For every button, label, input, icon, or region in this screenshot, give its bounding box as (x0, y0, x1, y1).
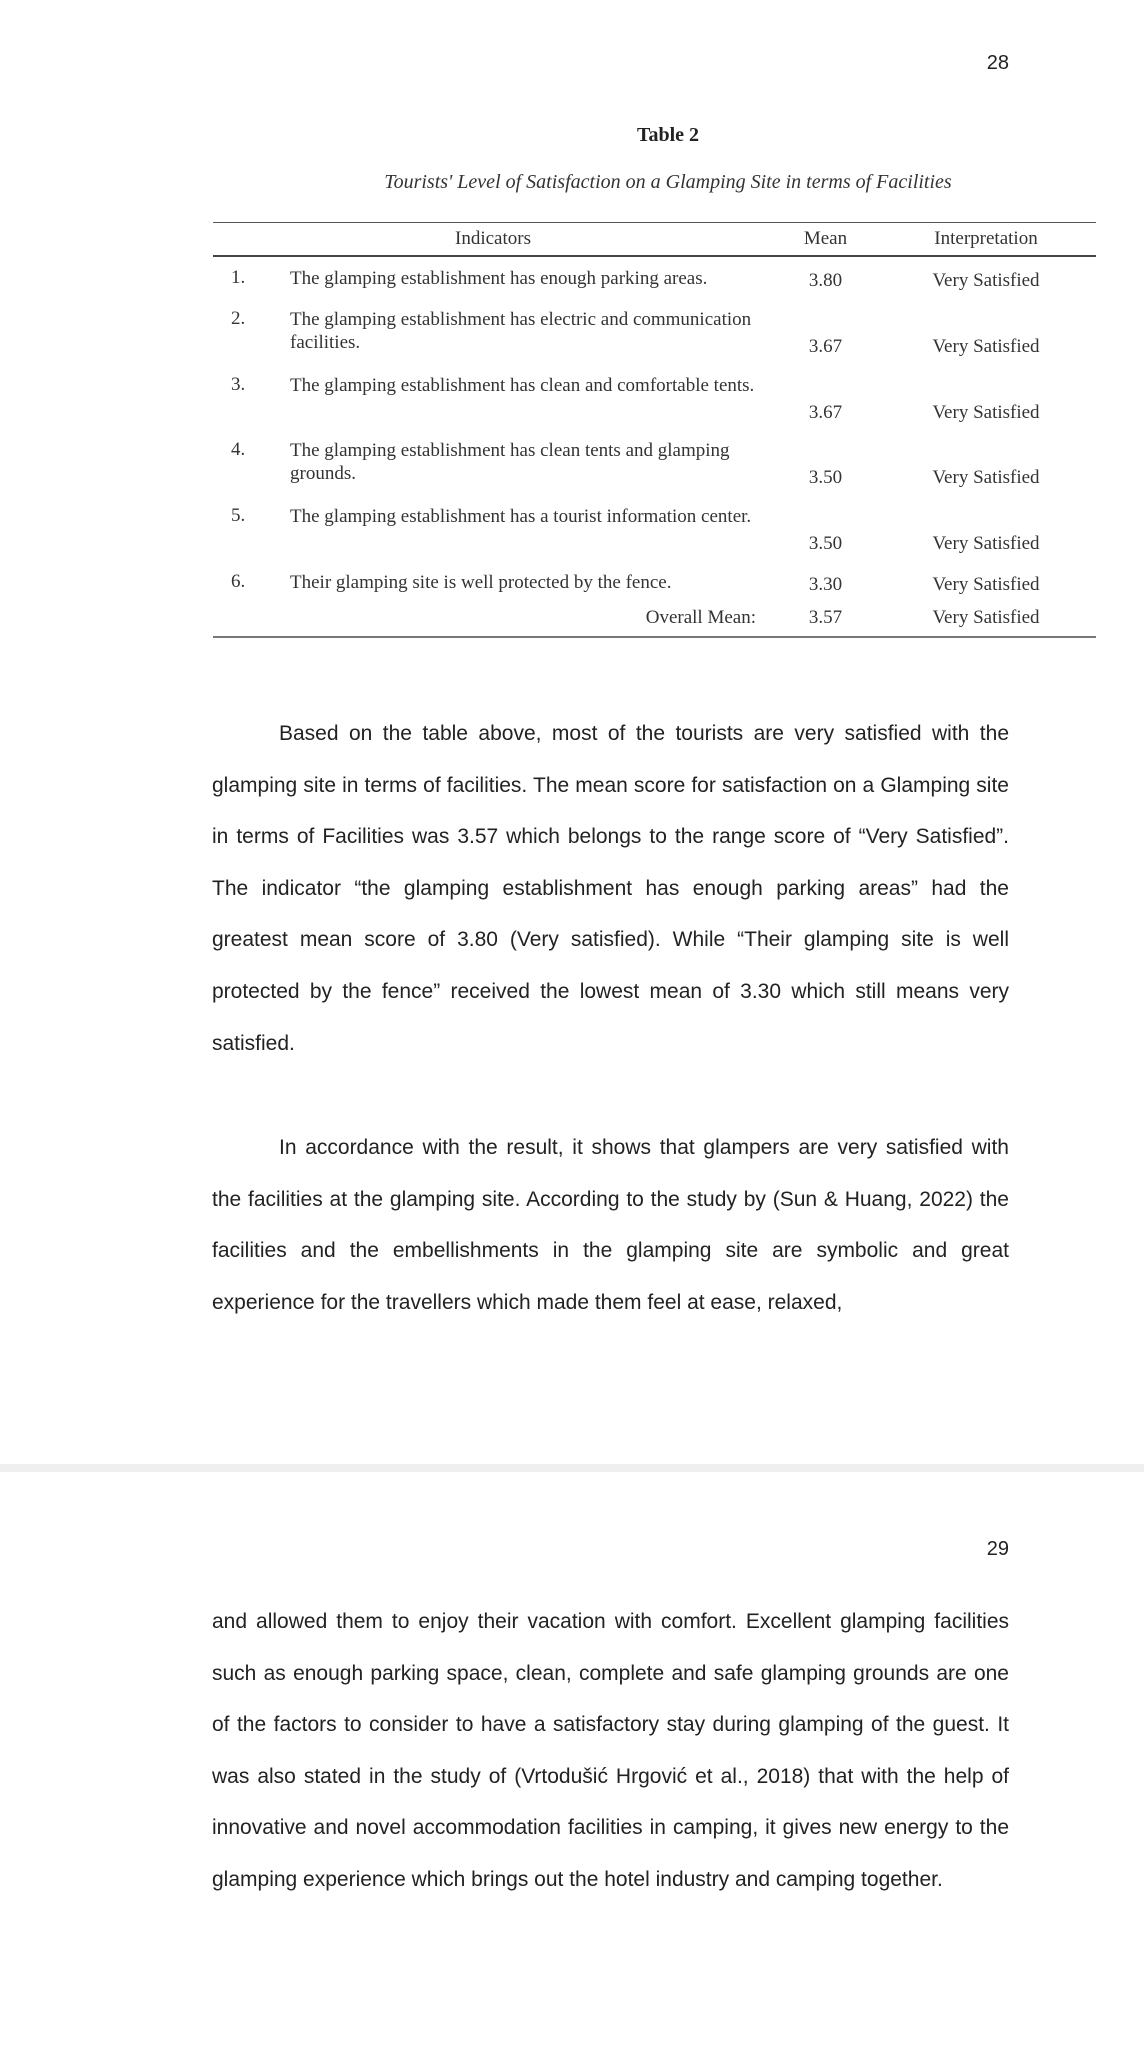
row-mean: 3.67 (808, 402, 843, 423)
paragraph-continuation: and allowed them to enjoy their vacation with comfort. Excellent glamping facilities such as enough parking space, clean, complete and safe glamping grounds are one of the factors to consider to have a satisfactory stay during glamping of the guest. It was also stated in the study of (Vrtodušić Hrgović et al., 2018) that with the help of innovative and novel accommodation facilities in camping, it gives new energy to the glamping experience which brings out the hotel industry and camping together. (212, 1610, 1009, 1891)
column-header-mean: Mean (803, 228, 848, 249)
row-number: 4. (231, 439, 246, 460)
row-number: 2. (231, 308, 246, 329)
paragraph-accordance: In accordance with the result, it shows that glampers are very satisfied with the facilities at the glamping site. According to the study by (Sun & Huang, 2022) the facilities and the embellishments in the glamping site are symbolic and great experience for the travellers which made them feel at ease, relaxed, (212, 1136, 1009, 1314)
row-interpretation: Very Satisfied (932, 467, 1040, 488)
table-header-rule (213, 255, 1096, 257)
row-number: 6. (231, 571, 246, 592)
row-mean: 3.50 (808, 467, 843, 488)
column-header-indicators: Indicators (455, 228, 531, 249)
row-interpretation: Very Satisfied (932, 574, 1040, 595)
row-mean: 3.80 (808, 270, 843, 291)
row-indicator: The glamping establishment has clean tents and glamping grounds. (290, 440, 730, 484)
row-interpretation: Very Satisfied (932, 270, 1040, 291)
document-page-29 (0, 1472, 1144, 2048)
row-indicator: The glamping establishment has a tourist information center. (290, 506, 752, 527)
row-indicator: The glamping establishment has clean and comfortable tents. (290, 375, 755, 396)
paragraph-discussion: Based on the table above, most of the tourists are very satisfied with the glamping site in terms of facilities. The mean score for satisfaction on a Glamping site in terms of Facilities was 3.57 which belongs to the range score of “Very Satisfied”. The indicator “the glamping establishment has enough parking areas” had the greatest mean score of 3.80 (Very satisfied). While “Their glamping site is well protected by the fence” received the lowest mean of 3.30 which still means very satisfied. (212, 722, 1009, 1055)
page-separator (0, 1464, 1144, 1472)
row-indicator: Their glamping site is well protected by the fence. (290, 572, 672, 593)
row-mean: 3.30 (808, 574, 843, 595)
page-number: 29 (986, 1538, 1009, 1560)
row-number: 3. (231, 374, 246, 395)
row-interpretation: Very Satisfied (932, 336, 1040, 357)
row-indicator: The glamping establishment has electric and communication facilities. (290, 309, 752, 353)
row-mean: 3.50 (808, 533, 843, 554)
overall-interpretation: Very Satisfied (932, 607, 1040, 628)
row-number: 1. (231, 267, 246, 288)
row-interpretation: Very Satisfied (932, 402, 1040, 423)
table-top-rule (213, 222, 1096, 223)
overall-mean: 3.57 (808, 607, 843, 628)
table-bottom-rule (213, 636, 1096, 638)
row-mean: 3.67 (808, 336, 843, 357)
row-number: 5. (231, 505, 246, 526)
column-header-interpretation: Interpretation (934, 228, 1038, 249)
row-interpretation: Very Satisfied (932, 533, 1040, 554)
table-caption: Tourists' Level of Satisfaction on a Glamping Site in terms of Facilities (384, 171, 952, 193)
row-indicator: The glamping establishment has enough parking areas. (290, 268, 708, 289)
overall-label: Overall Mean: (645, 607, 756, 628)
table-title: Table 2 (636, 124, 700, 146)
page-number: 28 (986, 52, 1009, 74)
